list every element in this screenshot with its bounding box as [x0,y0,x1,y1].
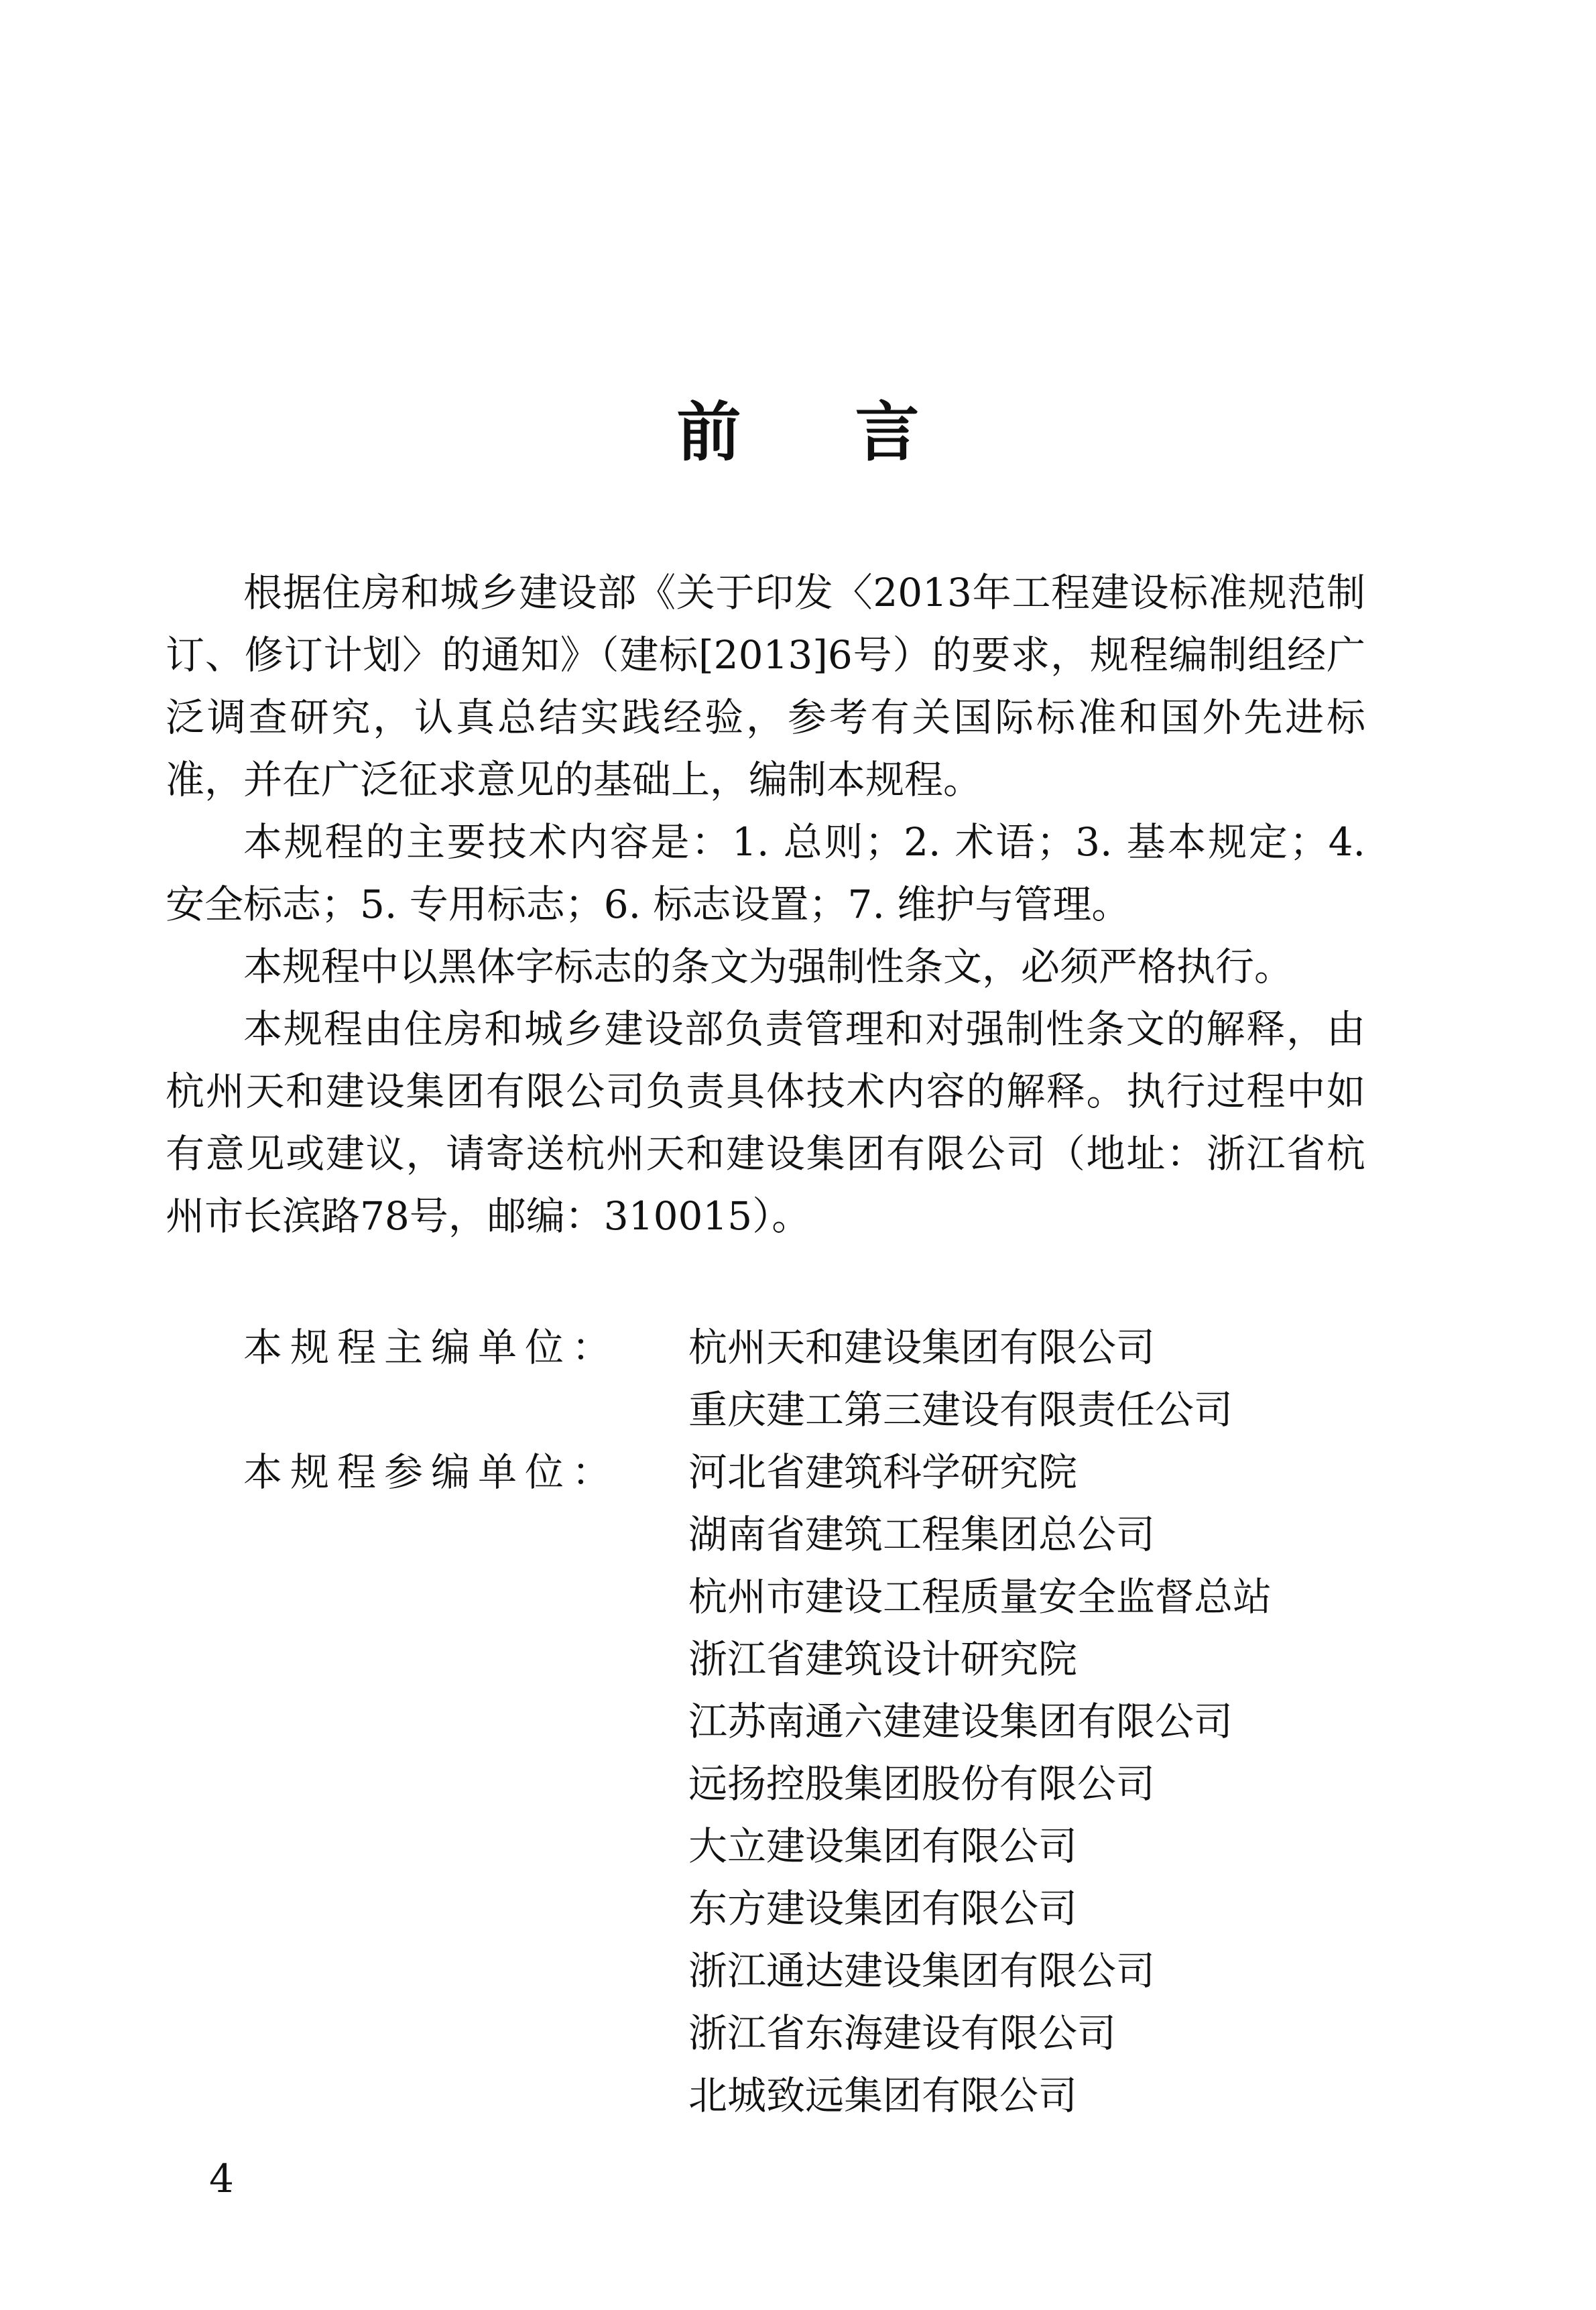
org-unit: 远扬控股集团股份有限公司 [688,1761,1156,1807]
participating-editor-section [166,1441,1365,2127]
paragraph: 本规程由住房和城乡建设部负责管理和对强制性条文的解释，由杭州天和建设集团有限公司负责具体技术内容的解释。执行过程中如有意见或建议，请寄送杭州天和建设集团有限公司（地址：浙江省杭州市长滨路78号，邮编：310015）。 [166,1006,1365,1239]
chief-editor-list [688,1317,1365,1441]
page-title: 前言 [676,395,1034,470]
org-unit: 浙江通达建设集团有限公司 [688,1948,1156,1994]
paragraph: 根据住房和城乡建设部《关于印发〈2013年工程建设标准规范制订、修订计划〉的通知》（建标[2013]6号）的要求，规程编制组经广泛调查研究，认真总结实践经验，参考有关国际标准和国外先进标准，并在广泛征求意见的基础上，编制本规程。 [166,570,1365,802]
org-unit: 浙江省建筑设计研究院 [688,1636,1078,1682]
org-unit: 江苏南通六建建设集团有限公司 [688,1699,1233,1744]
participating-editor-list [688,1441,1365,2127]
preface-body [166,562,1365,1248]
org-unit: 北城致远集团有限公司 [688,2073,1078,2118]
page-number: 4 [209,2156,234,2201]
org-unit: 湖南省建筑工程集团总公司 [688,1512,1156,1557]
org-unit: 杭州天和建设集团有限公司 [688,1325,1156,1370]
org-unit: 东方建设集团有限公司 [688,1886,1078,1931]
paragraph: 本规程的主要技术内容是：1. 总则；2. 术语；3. 基本规定；4. 安全标志；5. 专用标志；6. 标志设置；7. 维护与管理。 [166,819,1365,927]
org-unit: 杭州市建设工程质量安全监督总站 [688,1574,1272,1620]
participating-editor-label: 本规程参编单位： [243,1449,619,1495]
org-unit: 河北省建筑科学研究院 [688,1449,1078,1495]
org-unit: 重庆建工第三建设有限责任公司 [688,1387,1233,1433]
chief-editor-label: 本规程主编单位： [243,1325,619,1370]
org-unit: 浙江省东海建设有限公司 [688,2010,1117,2056]
paragraph: 本规程中以黑体字标志的条文为强制性条文，必须严格执行。 [243,944,1294,989]
org-unit: 大立建设集团有限公司 [688,1823,1078,1869]
chief-editor-section [166,1317,1365,1441]
